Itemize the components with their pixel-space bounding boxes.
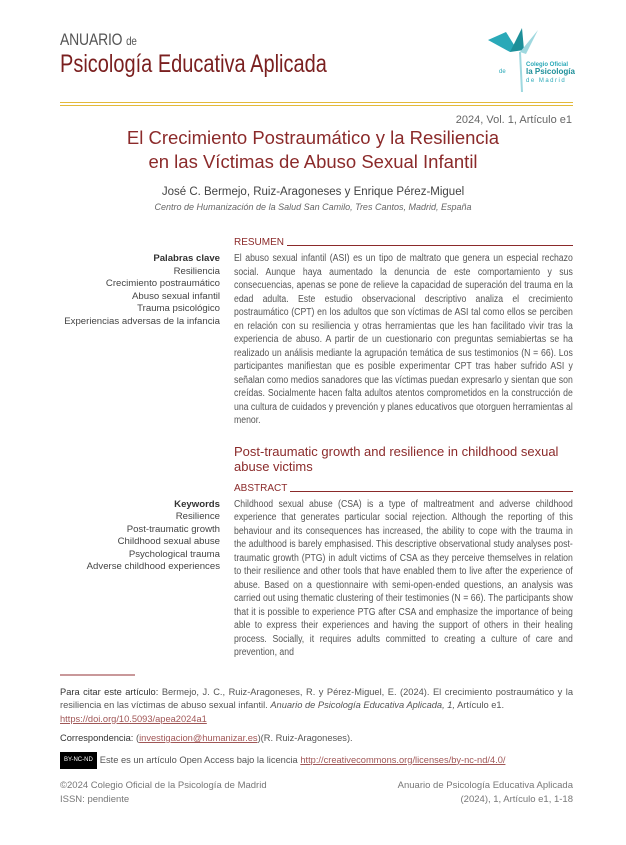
abstract-text: Childhood sexual abuse (CSA) is a type of maltreatment and adverse childhood experience that generates particular social rejection. Although the reporting of this behaviour and its consequences has increased, the ability to cope with the trauma in the adulthood is barely emphasised. This descriptive observational study analyses post-traumatic growth (PTG) in adult victims of CSA as they perceive themselves in relation to their resilience and other tools that have enabled them to live after the experience of abuse. Based on a questionnaire with semi-open-ended questions, an analysis was carried out using thematic clustering of their testimonies (N = 66). The participants show that it is possible to experience PTG after CSA and emphasize the importance of being able to express their experiences and having the support of others in their healing process. Socially, it requires adults committed to creating a culture of care and prevention, and: [234, 498, 573, 658]
license: BY-NC-ND Este es un artículo Open Access bajo la licencia http://creativecommons.org/licenses/by-nc-nd/4.0/: [60, 752, 573, 770]
copyright: ©2024 Colegio Oficial de la Psicología de Madrid ISSN: pendiente: [60, 780, 267, 805]
article-body: [40, 234, 573, 806]
english-abstract-section: [40, 480, 573, 660]
svg-text:de: de: [499, 69, 506, 75]
journal-name-main: Psicología Educativa Aplicada: [60, 50, 327, 78]
cc-license-badge: BY-NC-ND: [60, 752, 97, 770]
citation: Para citar este artículo: Bermejo, J. C., Ruiz-Aragoneses, R. y Pérez-Miguel, E. (2024). El crecimiento postraumático y la resiliencia en las víctimas de abuso sexual infantil. Anuario de Psicología Educativa Aplicada, 1, Artículo e1. https://doi.org/10.5093/apea2024a1: [60, 686, 573, 724]
keywords-es: Palabras clave Resiliencia Crecimiento postraumático Abuso sexual infantil Trauma psicológico Experiencias adversas de la infancia: [64, 253, 220, 327]
journal-name-top: ANUARIO de: [60, 30, 137, 49]
issue-info: 2024, Vol. 1, Artículo e1: [455, 114, 572, 126]
colegio-logo: [486, 26, 576, 96]
license-link[interactable]: http://creativecommons.org/licenses/by-nc-nd/4.0/: [300, 754, 506, 765]
svg-text:Colegio Oficial: Colegio Oficial: [526, 62, 569, 68]
english-section: [40, 428, 573, 480]
abstract-heading: ABSTRACT: [234, 480, 573, 494]
journal-reference: Anuario de Psicología Educativa Aplicada (2024), 1, Artículo e1, 1-18: [397, 780, 573, 805]
resumen-heading: RESUMEN: [234, 234, 573, 248]
doi-link[interactable]: https://doi.org/10.5093/apea2024a1: [60, 713, 207, 724]
correspondence: Correspondencia: (investigacion@humanizar.es)(R. Ruiz-Aragoneses).: [60, 733, 353, 743]
resumen-text: El abuso sexual infantil (ASI) es un tipo de maltrato que genera un especial rechazo social. Aunque haya aumentado la denuncia de este comportamiento y sus consecuencias, apenas se pone de relieve la capacidad de superación del trauma en la edad adulta. Este estudio observacional descriptivo analiza el crecimiento postraumático (CPT) en los adultos que son víctimas de ASI tal como ellos se perciben en relación con su resiliencia y otras herramientas que les han facilitado vivir tras la experiencia de abuso. A partir de un cuestionario con preguntas semiabiertas se ha realizado un análisis mediante la agrupación temática de sus testimonios (N = 66). Los participantes manifiestan que es posible experimentar CPT tras haber sufrido ASI y señalan como medios sanadores que las víctimas puedan expresarlo y sientan que son creídas. Socialmente hacen falta adultos atentos comprometidos en la construcción de una cultura de cuidados y prevención y planes educativos que otorguen herramientas al menor.: [234, 253, 573, 426]
spanish-section: [40, 234, 573, 428]
svg-text:la Psicología: la Psicología: [526, 67, 575, 76]
svg-text:de Madrid: de Madrid: [526, 78, 567, 84]
header-divider: [60, 102, 573, 106]
english-title: Post-traumatic growth and resilience in childhood sexual abuse victims: [234, 443, 559, 474]
keywords-en: Keywords Resilience Post-traumatic growth Childhood sexual abuse Psychological trauma Adverse childhood experiences: [86, 498, 220, 573]
email-link[interactable]: investigacion@humanizar.es: [139, 733, 258, 743]
footnote-rule: [60, 674, 135, 676]
footer: [60, 674, 573, 807]
authors: José C. Bermejo, Ruiz-Aragoneses y Enrique Pérez-Miguel: [161, 186, 465, 198]
article-title: El Crecimiento Postraumático y la Resiliencia en las Víctimas de Abuso Sexual Infantil: [126, 127, 500, 172]
affiliation: Centro de Humanización de la Salud San Camilo, Tres Cantos, Madrid, España: [154, 202, 472, 212]
